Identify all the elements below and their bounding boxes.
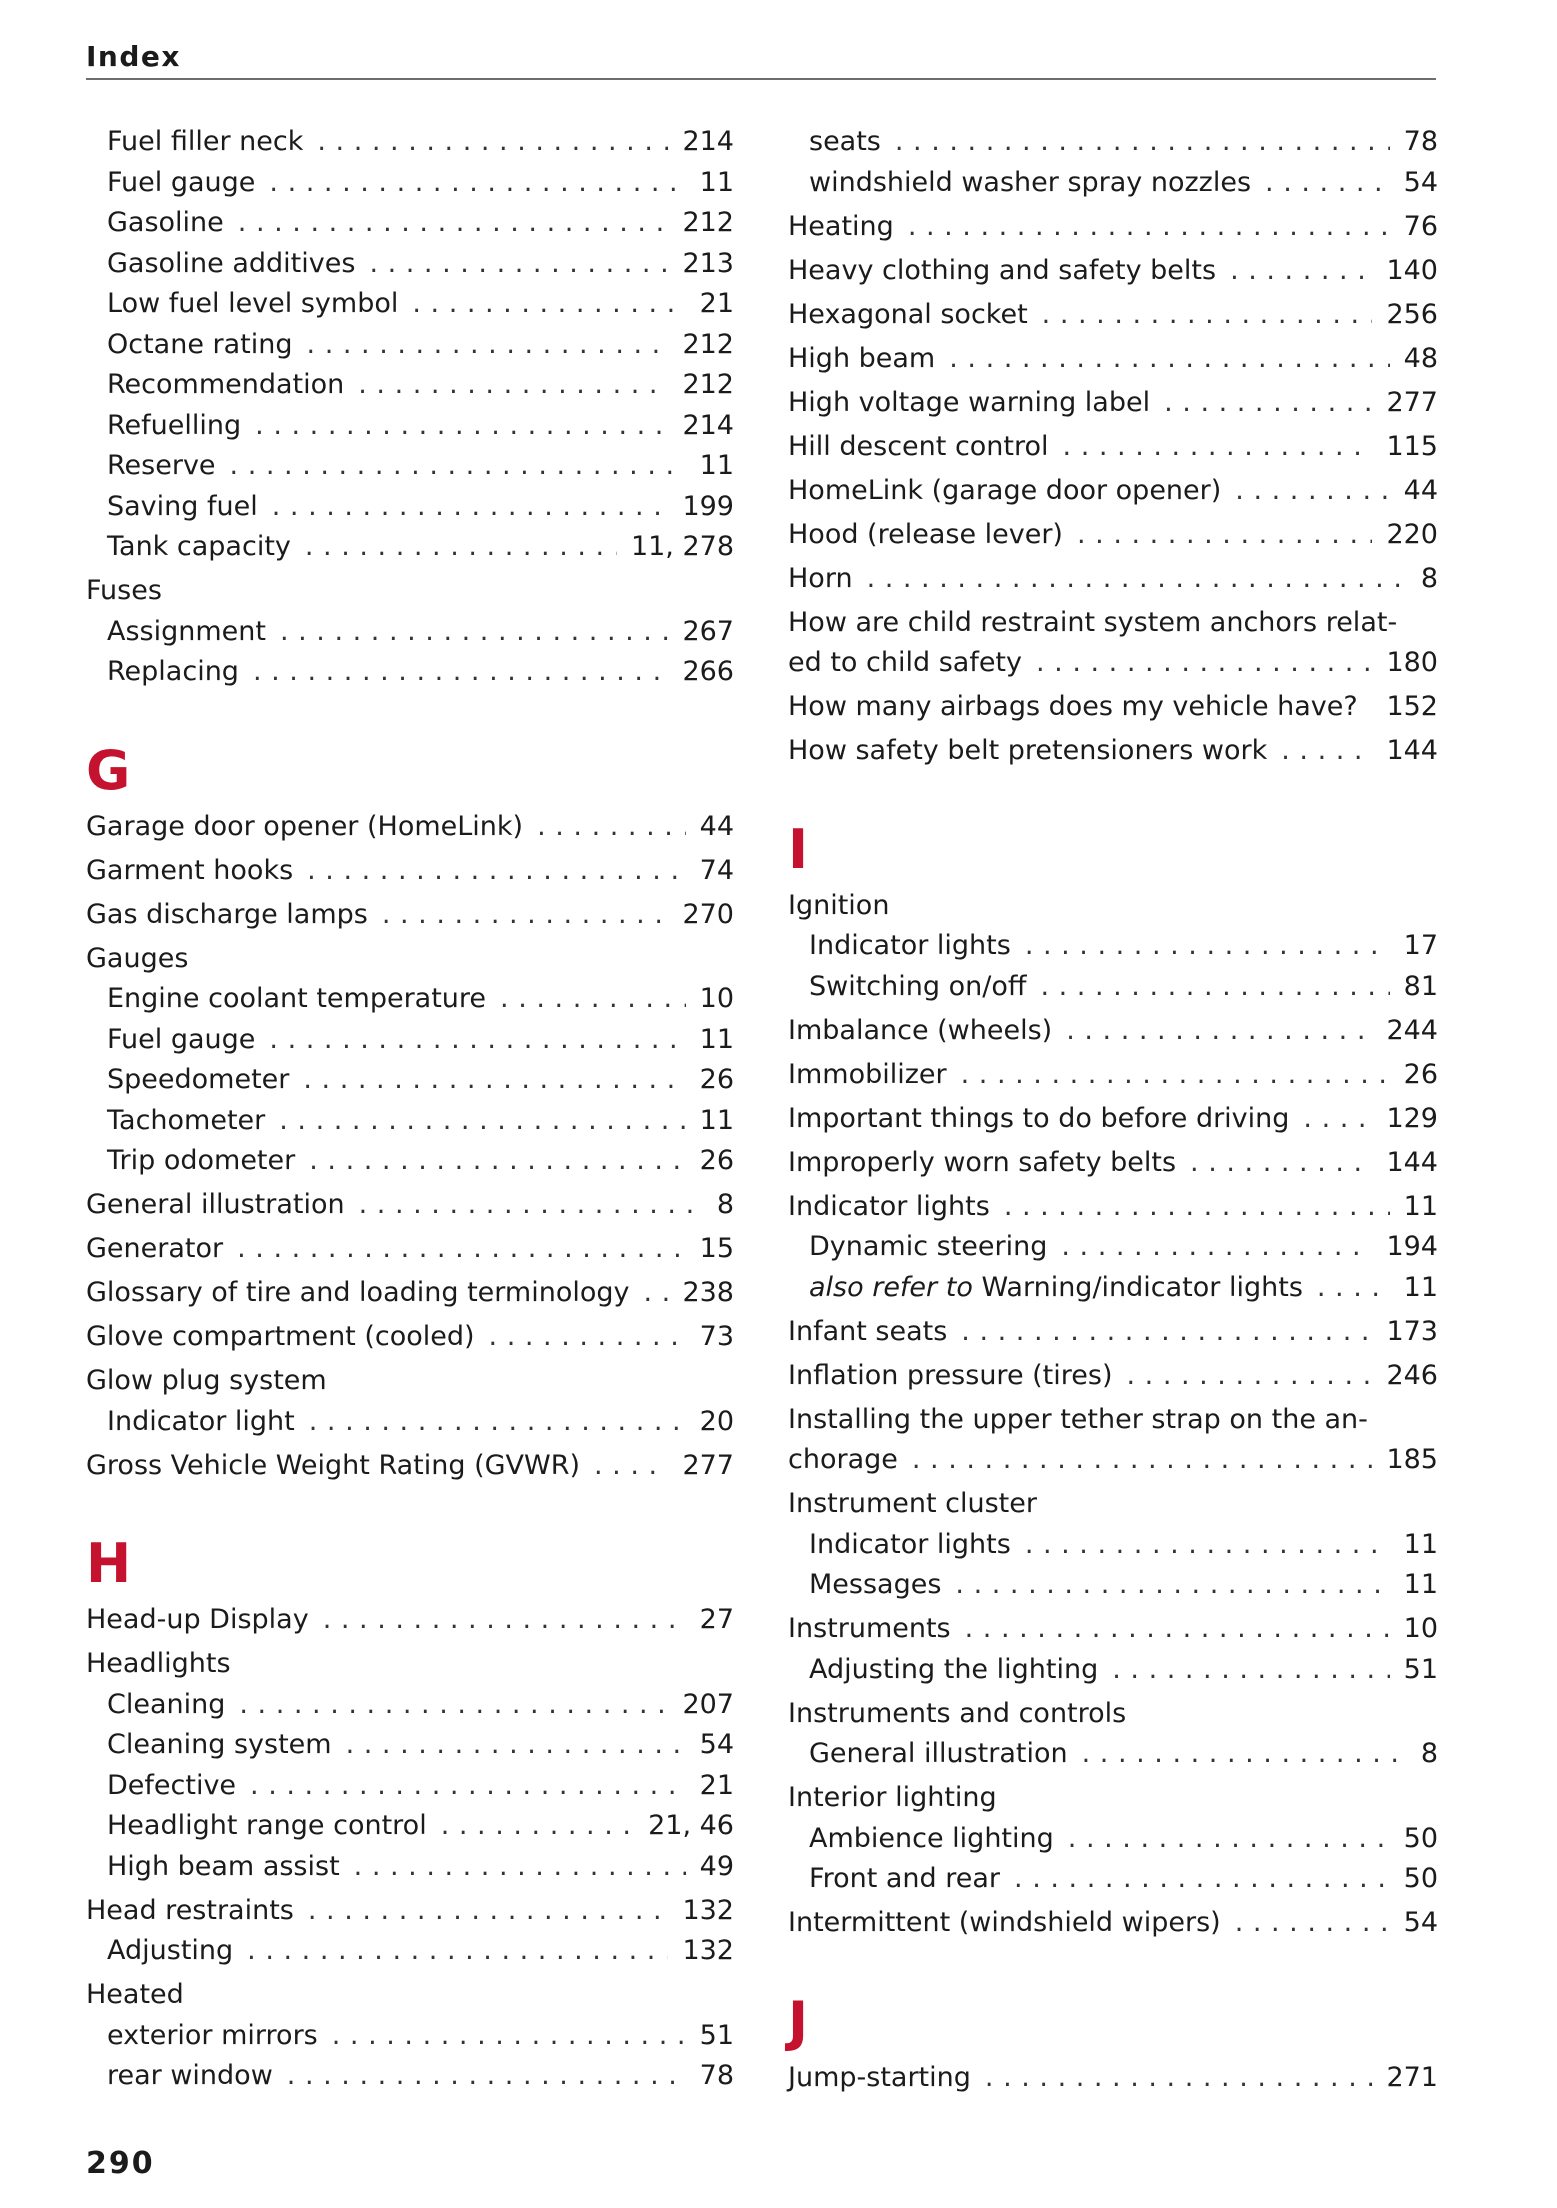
page-reference: 244 [1386,1014,1438,1046]
index-entry: Glossary of tire and loading terminology . . . 238 [86,1273,734,1314]
page-reference: 51 [1403,1653,1438,1685]
index-subentry: Adjusting the lighting . . . 51 [788,1650,1438,1691]
index-subentry: Dynamic steering . . . 194 [788,1227,1438,1268]
index-entry-wrapped-line: Installing the upper tether strap on the an- [788,1403,1368,1435]
page-reference: 44 [699,810,734,842]
index-subentry: Fuel filler neck . . . 214 [86,122,734,163]
page-reference: 173 [1386,1315,1438,1347]
page-reference: 74 [699,854,734,886]
index-subentry: Assignment . . . 267 [86,612,734,653]
index-subentry: Messages . . . 11 [788,1565,1438,1606]
index-entry: Immobilizer . . . 26 [788,1055,1438,1096]
page-reference: 115 [1386,430,1438,462]
page-reference: 21 [699,288,734,319]
page-reference: 54 [1403,1907,1438,1938]
index-subentry: Tank capacity . . . 11, 278 [86,527,734,568]
page-reference: 220 [1386,518,1438,550]
page-reference: 11 [1403,1190,1438,1222]
index-entry: Heavy clothing and safety belts . . . 140 [788,251,1438,292]
page-reference: 20 [699,1405,734,1437]
cross-reference-prefix: also refer to [809,1271,973,1303]
index-subentry: Engine coolant temperature . . . 10 [86,979,734,1020]
page-reference: 129 [1386,1102,1438,1134]
index-entry: Improperly worn safety belts . . . 144 [788,1143,1438,1184]
index-subentry: exterior mirrors . . . 51 [86,2016,734,2057]
page-reference: 199 [682,490,734,522]
index-subentry: Replacing . . . 266 [86,652,734,693]
index-entry-heading: Gauges [86,942,189,974]
index-subentry: Low fuel level symbol . . . 21 [86,284,734,325]
index-entry: Infant seats . . . 173 [788,1312,1438,1353]
page-reference: 48 [1403,342,1438,374]
index-subentry: windshield washer spray nozzles . . . 54 [788,163,1438,204]
index-subentry: Indicator light . . . 20 [86,1402,734,1443]
page-reference: 140 [1386,254,1438,286]
index-entry: ed to child safety . . . 180 [788,643,1438,684]
index-column-right [788,122,1438,2098]
page-reference: 54 [1403,166,1438,198]
index-entry-heading: Interior lighting [788,1782,997,1813]
page-reference: 214 [682,126,734,157]
index-subentry: Fuel gauge . . . 11 [86,163,734,204]
page-reference: 21 [699,1769,734,1801]
page-reference: 8 [716,1189,734,1220]
page-reference: 212 [682,369,734,400]
index-cross-reference: also refer to Warning/indicator lights . . . 11 [788,1268,1438,1309]
page-reference: 267 [682,615,734,647]
page-reference: 49 [699,1850,734,1882]
page-reference: 185 [1386,1444,1438,1475]
index-subentry: Gasoline . . . 212 [86,203,734,244]
page-reference: 11 [699,1104,734,1136]
index-subentry: rear window . . . 78 [86,2056,734,2097]
index-entry-heading: Ignition [788,889,890,921]
index-subentry: Saving fuel . . . 199 [86,487,734,528]
page-reference: 26 [699,1145,734,1176]
page-reference: 11 [699,166,734,198]
index-subentry: Recommendation . . . 212 [86,365,734,406]
index-subentry: Speedometer . . . 26 [86,1060,734,1101]
page-reference: 17 [1403,930,1438,961]
page-reference: 212 [682,328,734,360]
index-entry-wrapped-line: How are child restraint system anchors relat- [788,606,1398,638]
page-reference: 152 [1386,691,1438,722]
page-reference: 266 [682,656,734,687]
page-reference: 132 [682,1894,734,1926]
index-entry: Gas discharge lamps . . . 270 [86,895,734,936]
page-reference: 10 [699,983,734,1014]
page-reference: 213 [682,247,734,279]
index-entry-heading: Heated [86,1979,184,2010]
page-reference: 212 [682,207,734,238]
index-entry: Instruments . . . 10 [788,1609,1438,1650]
page-reference: 8 [1420,562,1438,594]
index-entry: How many airbags does my vehicle have? . . . 152 [788,687,1438,728]
index-entry: High voltage warning label . . . 277 [788,383,1438,424]
page-reference: 11 [1403,1271,1438,1303]
index-subentry: Octane rating . . . 212 [86,325,734,366]
index-entry: How safety belt pretensioners work . . . 144 [788,731,1438,772]
index-subentry: Front and rear . . . 50 [788,1859,1438,1900]
page-reference: 73 [699,1321,734,1352]
page-reference: 246 [1386,1359,1438,1391]
page-reference: 271 [1386,2061,1438,2093]
page-reference: 8 [1420,1738,1438,1769]
page-reference: 238 [682,1277,734,1308]
page-reference: 11 [699,1023,734,1055]
page-reference: 277 [1386,386,1438,418]
section-letter-i: I [788,817,809,881]
page-reference: 26 [1403,1058,1438,1090]
page-reference: 81 [1403,970,1438,1002]
index-entry: Imbalance (wheels) . . . 244 [788,1011,1438,1052]
page-reference: 270 [682,898,734,930]
index-entry-heading: Instruments and controls [788,1697,1127,1729]
page-reference: 180 [1386,647,1438,678]
index-entry: Hood (release lever) . . . 220 [788,515,1438,556]
index-entry: Head-up Display . . . 27 [86,1600,734,1641]
index-entry: Intermittent (windshield wipers) . . . 54 [788,1903,1438,1944]
page-reference: 144 [1386,1146,1438,1178]
index-entry: High beam . . . 48 [788,339,1438,380]
index-entry: Generator . . . 15 [86,1229,734,1270]
page-reference: 76 [1403,210,1438,242]
page-reference: 50 [1403,1822,1438,1854]
index-subentry: Reserve . . . 11 [86,446,734,487]
index-subentry: Switching on/off . . . 81 [788,967,1438,1008]
index-subentry: Indicator lights . . . 11 [788,1525,1438,1566]
index-entry: Jump-starting . . . 271 [788,2058,1438,2099]
index-entry: Heating . . . 76 [788,207,1438,248]
index-entry: HomeLink (garage door opener) . . . 44 [788,471,1438,512]
page-title: Index [86,40,181,73]
page-reference: 11 [1403,1528,1438,1560]
index-subentry: High beam assist . . . 49 [86,1847,734,1888]
index-subentry: seats . . . 78 [788,122,1438,163]
page-reference: 11 [1403,1569,1438,1600]
page-reference: 51 [699,2019,734,2051]
page-reference: 78 [699,2060,734,2091]
index-entry: Head restraints . . . 132 [86,1891,734,1932]
index-entry: Hexagonal socket . . . 256 [788,295,1438,336]
index-subentry: Gasoline additives . . . 213 [86,244,734,285]
index-subentry: Fuel gauge . . . 11 [86,1020,734,1061]
index-entry: Glove compartment (cooled) . . . 73 [86,1317,734,1358]
index-subentry: Ambience lighting . . . 50 [788,1819,1438,1860]
index-entry: Important things to do before driving . . . 129 [788,1099,1438,1140]
index-entry: Hill descent control . . . 115 [788,427,1438,468]
index-entry-heading: Fuses [86,575,162,606]
index-entry: Inflation pressure (tires) . . . 246 [788,1356,1438,1397]
page-reference: 21, 46 [648,1810,734,1841]
page-reference: 50 [1403,1863,1438,1894]
index-subentry: Headlight range control . . . 21, 46 [86,1806,734,1847]
index-subentry: Cleaning system . . . 54 [86,1725,734,1766]
index-entry: Gross Vehicle Weight Rating (GVWR) . . . 277 [86,1446,734,1487]
page-reference: 132 [682,1935,734,1966]
page-reference: 54 [699,1729,734,1760]
index-subentry: Refuelling . . . 214 [86,406,734,447]
page-reference: 78 [1403,126,1438,157]
page-reference: 214 [682,409,734,441]
section-letter-h: H [86,1532,132,1595]
index-entry: Garage door opener (HomeLink) . . . 44 [86,807,734,848]
index-subentry: Tachometer . . . 11 [86,1101,734,1142]
page-reference: 26 [699,1064,734,1095]
index-entry: Horn . . . 8 [788,559,1438,600]
index-entry-heading: Instrument cluster [788,1488,1037,1519]
index-subentry: Trip odometer . . . 26 [86,1141,734,1182]
index-subentry: Indicator lights . . . 17 [788,926,1438,967]
index-subentry: Defective . . . 21 [86,1766,734,1807]
index-entry: Indicator lights . . . 11 [788,1187,1438,1228]
index-subentry: Cleaning . . . 207 [86,1685,734,1726]
index-subentry: Adjusting . . . 132 [86,1931,734,1972]
page-reference: 44 [1403,474,1438,506]
page-reference: 256 [1386,298,1438,330]
index-entry-heading: Headlights [86,1648,231,1679]
index-subentry: General illustration . . . 8 [788,1734,1438,1775]
index-entry: Garment hooks . . . 74 [86,851,734,892]
page-reference: 144 [1386,735,1438,766]
section-letter-j: J [788,1989,809,2053]
page-reference: 10 [1403,1613,1438,1644]
page-reference: 207 [682,1688,734,1720]
section-letter-g: G [86,738,131,802]
page-reference: 11, 278 [630,531,734,562]
index-entry: chorage . . . 185 [788,1440,1438,1481]
page-reference: 194 [1386,1231,1438,1262]
index-entry: General illustration . . . 8 [86,1185,734,1226]
index-column-left [86,122,734,2097]
page-number: 290 [86,2146,155,2181]
page-reference: 11 [699,450,734,481]
page-reference: 15 [699,1233,734,1264]
index-entry-heading: Glow plug system [86,1365,327,1396]
page-header [86,40,1436,80]
page-reference: 277 [682,1449,734,1481]
page-reference: 27 [699,1604,734,1635]
